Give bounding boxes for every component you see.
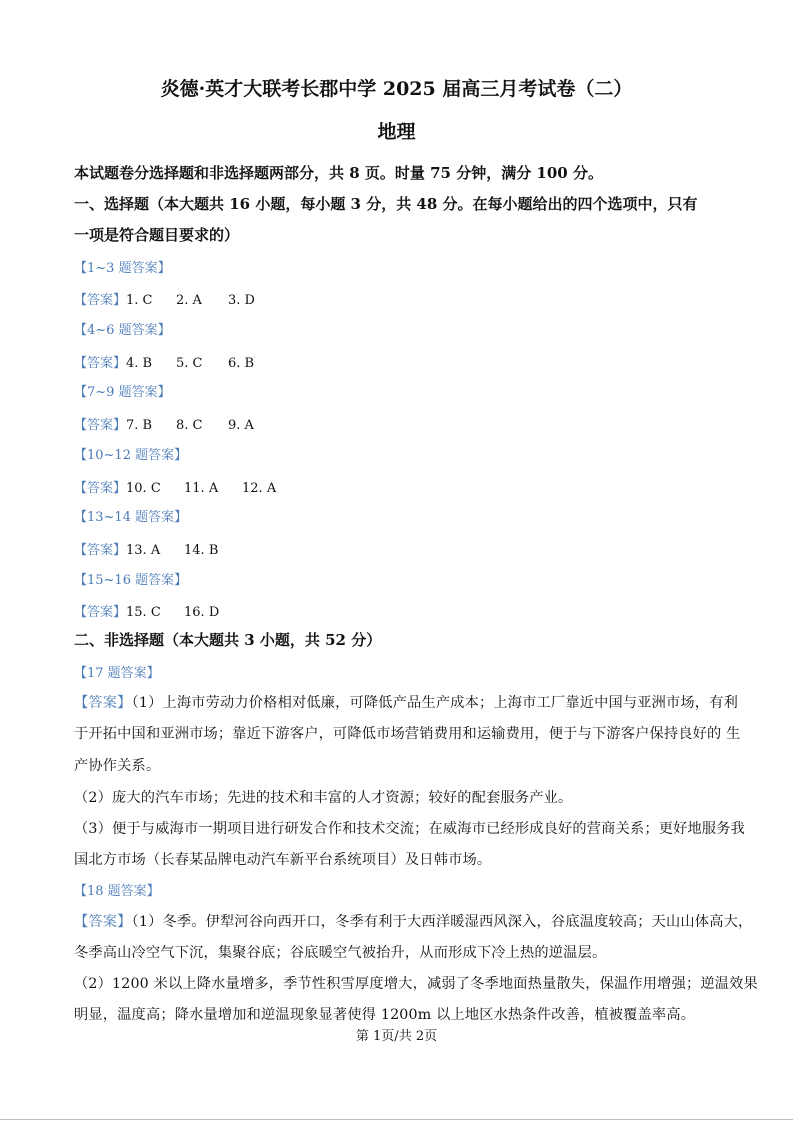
q17-label: 【17 题答案】 [74, 666, 160, 681]
section2-heading: 二、非选择题（本大题共 3 小题，共 52 分） [74, 631, 382, 649]
answer-item: 2. A [176, 293, 202, 308]
group-label-7-9: 【7~9 题答案】 [74, 385, 171, 400]
answer-item: 16. D [184, 605, 220, 620]
answer-item: 9. A [228, 418, 254, 433]
q18-line-3: （2）1200 米以上降水量增多，季节性积雪厚度增大，减弱了冬季地面热量散失，保温作用增强；逆温效果 [74, 976, 758, 992]
q18-text: （1）冬季。伊犁河谷向西开口，冬季有利于大西洋暖湿西风深入，谷底温度较高；天山山体高大， [131, 914, 753, 930]
answer-tag: 【答案】 [74, 481, 127, 496]
answer-item: 15. C [126, 605, 161, 620]
exam-intro: 本试题卷分选择题和非选择题两部分，共 8 页。时量 75 分钟，满分 100 分。 [74, 164, 603, 182]
answer-tag: 【答案】 [74, 356, 127, 371]
answer-item: 6. B [228, 356, 255, 371]
section1-heading-line1: 一、选择题（本大题共 16 小题，每小题 3 分，共 48 分。在每小题给出的四个选项中，只有 [74, 195, 698, 213]
q18-label: 【18 题答案】 [74, 884, 160, 899]
answer-tag: 【答案】 [74, 418, 127, 433]
answer-row-4-6 [74, 352, 254, 371]
group-label-4-6: 【4~6 题答案】 [74, 323, 171, 338]
answer-tag: 【答案】 [74, 605, 127, 620]
q17-text: （1）上海市劳动力价格相对低廉，可降低产品生产成本；上海市工厂靠近中国与亚洲市场，有利 [131, 695, 738, 711]
group-label-1-3: 【1~3 题答案】 [74, 261, 171, 276]
group-label-13-14: 【13~14 题答案】 [74, 510, 188, 525]
q18-line-2: 冬季高山冷空气下沉，集聚谷底；谷底暖空气被抬升，从而形成下冷上热的逆温层。 [74, 945, 607, 961]
answer-item: 14. B [184, 543, 219, 558]
answer-row-1-3 [74, 289, 255, 308]
answer-item: 4. B [126, 356, 153, 371]
answer-row-15-16 [74, 601, 219, 620]
answer-tag: 【答案】 [74, 914, 132, 930]
section1-heading-line2: 一项是符合题目要求的） [74, 226, 240, 244]
q17-line-6: 国北方市场（长春某品牌电动汽车新平台系统项目）及日韩市场。 [74, 852, 492, 868]
q17-line-5: （3）便于与威海市一期项目进行研发合作和技术交流；在威海市已经形成良好的营商关系；更好地服务我 [74, 821, 746, 837]
answer-item: 11. A [184, 481, 219, 496]
answer-item: 10. C [126, 481, 161, 496]
answer-row-13-14 [74, 539, 218, 558]
q18-line-4: 明显，温度高；降水量增加和逆温现象显著使得 1200m 以上地区水热条件改善，植被覆盖率高。 [74, 1007, 696, 1023]
q18-line-1 [74, 911, 752, 931]
answer-tag: 【答案】 [74, 695, 132, 711]
answer-item: 8. C [176, 418, 203, 433]
answer-tag: 【答案】 [74, 543, 127, 558]
answer-row-10-12 [74, 477, 276, 496]
answer-item: 3. D [228, 293, 255, 308]
subject-title: 地理 [377, 121, 416, 143]
q17-line-3: 产协作关系。 [74, 758, 161, 774]
q17-line-4: （2）庞大的汽车市场；先进的技术和丰富的人才资源；较好的配套服务产业。 [74, 790, 573, 806]
q17-line-1 [74, 692, 738, 712]
group-label-10-12: 【10~12 题答案】 [74, 448, 188, 463]
page-bottom-divider [0, 1119, 793, 1120]
exam-title: 炎德·英才大联考长郡中学 2025 届高三月考试卷（二） [160, 78, 633, 100]
group-label-15-16: 【15~16 题答案】 [74, 573, 188, 588]
answer-item: 7. B [126, 418, 153, 433]
answer-tag: 【答案】 [74, 293, 127, 308]
answer-item: 13. A [126, 543, 161, 558]
answer-row-7-9 [74, 414, 254, 433]
answer-item: 5. C [176, 356, 203, 371]
answer-item: 1. C [126, 293, 153, 308]
answer-item: 12. A [242, 481, 277, 496]
q17-line-2: 于开拓中国和亚洲市场；靠近下游客户，可降低市场营销费用和运输费用，便于与下游客户保持良好的 生 [74, 726, 741, 742]
page-footer: 第 1页/共 2页 [355, 1029, 438, 1044]
